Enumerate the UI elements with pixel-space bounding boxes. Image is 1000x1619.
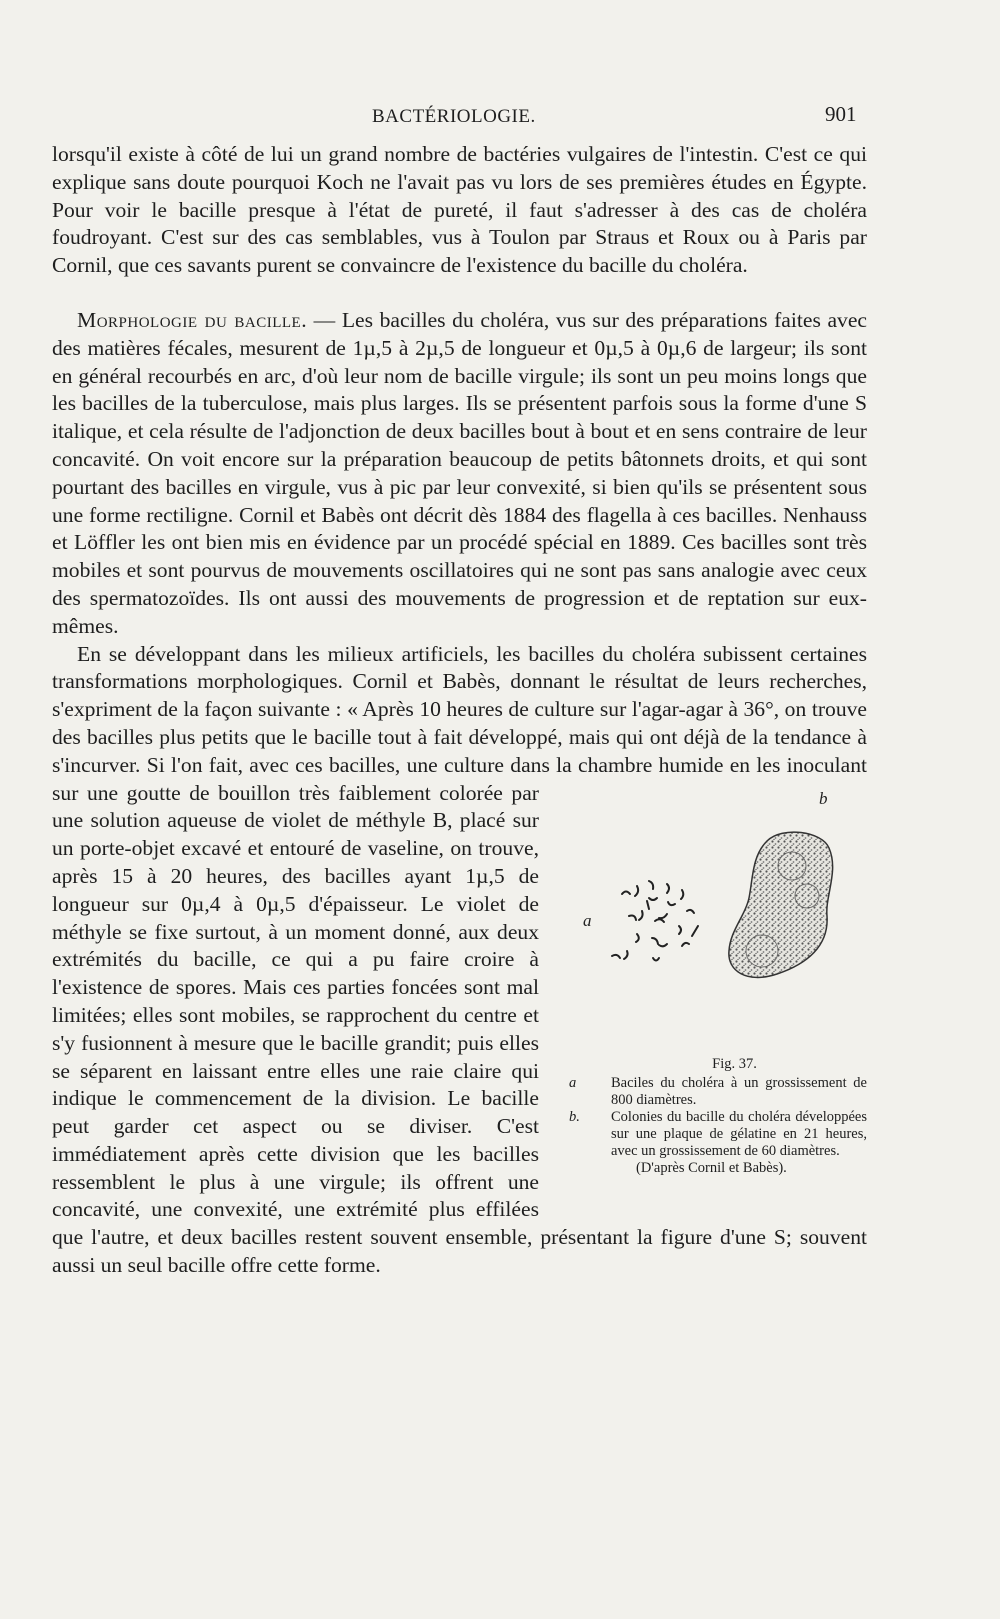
figure-caption-text-a: Baciles du choléra à un grossissement de 800 diamètres.: [611, 1074, 867, 1108]
page-number: 901: [825, 102, 857, 126]
colony-illustration-b: [729, 832, 833, 977]
body-text: [52, 141, 867, 1280]
running-head-title: BACTÉRIOLOGIE.: [372, 106, 536, 127]
figure-title: Fig. 37.: [712, 1055, 757, 1072]
figure-caption-label-b: b.: [569, 1108, 580, 1125]
figure-caption-label-a: a: [569, 1074, 577, 1091]
paragraph-cultures-lead: En se développant dans les milieux artificiels, les bacilles du choléra subissent certaines transformations morphologiques. Cornil et Babès, donnant le résultat de leurs recherches, s'expriment de la façon suivante : « Après 10 heures de culture sur l'agar-agar à 36°, on trouve des bacilles plus petits que le bacille tout à fait développé, mais qui ont déjà de la tendance à s'incurver. Si l'on fait, avec ces bacilles, une culture dans la chambre humide en les inoculant: [52, 641, 867, 777]
figure-illustration: [567, 786, 867, 1046]
figure-label-b: b: [819, 788, 828, 808]
running-head: [0, 102, 1000, 136]
figure-caption: [567, 1056, 867, 1177]
section-heading-morphology: Morphologie du bacille.: [77, 307, 308, 332]
figure-37: [567, 786, 867, 1216]
figure-source: (D'après Cornil et Babès).: [636, 1159, 787, 1176]
paragraph-morphology: [52, 307, 867, 641]
figure-label-a: a: [583, 910, 592, 930]
paragraph-cultures-continued: sur une goutte de bouillon très faiblement colorée par une solution aqueuse de violet de méthyle B, placé sur un porte-objet excavé et entouré de vaseline, on trouve, après 15 à 20 heures, des bacilles ayant 1µ,5 de longueur sur 0µ,4 à 0µ,5 d'épaisseur. Le violet de méthyle se fixe surtout, à un moment donné, aux deux extrémités du bacille, ce qui a pu faire croire à l'existence de spores. Mais ces parties foncées sont mal limitées; elles sont mobiles, se rapprochent du centre et s'y fusionnent à mesure que le bacille grandit; puis elles se séparent en laissant entre elles une raie claire qui indique le commencement de la division. Le bacille peut garder cet aspect ou se diviser. C'est immédiatement après cette division que les bacilles ressemblent le plus à une virgule; ils offrent une concavité, une convexité, une extrémité plus effilées que l'autre, et deux bacilles restent souvent ensemble, présentant la figure d'une S; souvent aussi un seul bacille offre cette forme.: [52, 780, 867, 1278]
bacilli-illustration-a: [612, 881, 698, 961]
figure-caption-item-b: [567, 1109, 867, 1160]
figure-caption-text-b: Colonies du bacille du choléra développées sur une plaque de gélatine en 21 heures, avec un grossissement de 60 diamètres.: [611, 1108, 867, 1159]
paragraph-morphology-body: — Les bacilles du choléra, vus sur des préparations faites avec des matières fécales, mesurent de 1µ,5 à 2µ,5 de longueur et 0µ,5 à 0µ,6 de largeur; ils sont en général recourbés en arc, d'où leur nom de bacille virgule; ils sont un peu moins longs que les bacilles de la tuberculose, mais plus larges. Ils se présentent parfois sous la forme d'une S italique, et cela résulte de l'adjonction de deux bacilles bout à bout et en sens contraire de leur concavité. On voit encore sur la préparation beaucoup de petits bâtonnets droits, et qui sont pourtant des bacilles en virgule, vus à pic par leur convexité, si bien qu'ils se présentent sous une forme rectiligne. Cornil et Babès ont décrit dès 1884 des flagella à ces bacilles. Nenhauss et Löffler les ont bien mis en évidence par un procédé spécial en 1889. Ces bacilles sont très mobiles et sont pourvus de mouvements oscillatoires qui ne sont pas sans analogie avec ceux des spermatozoïdes. Ils ont aussi des mouvements de progression et de reptation sur eux-mêmes.: [52, 307, 867, 638]
paragraph-continuation: lorsqu'il existe à côté de lui un grand nombre de bactéries vulgaires de l'intestin. C'est ce qui explique sans doute pourquoi Koch ne l'avait pas vu lors de ses premières études en Égypte. Pour voir le bacille presque à l'état de pureté, il faut s'adresser à des cas de choléra foudroyant. C'est sur des cas semblables, vus à Toulon par Straus et Roux ou à Paris par Cornil, que ces savants purent se convaincre de l'existence du bacille du choléra.: [52, 142, 867, 278]
paragraph-cultures: [52, 641, 867, 1280]
figure-caption-item-a: [567, 1075, 867, 1109]
